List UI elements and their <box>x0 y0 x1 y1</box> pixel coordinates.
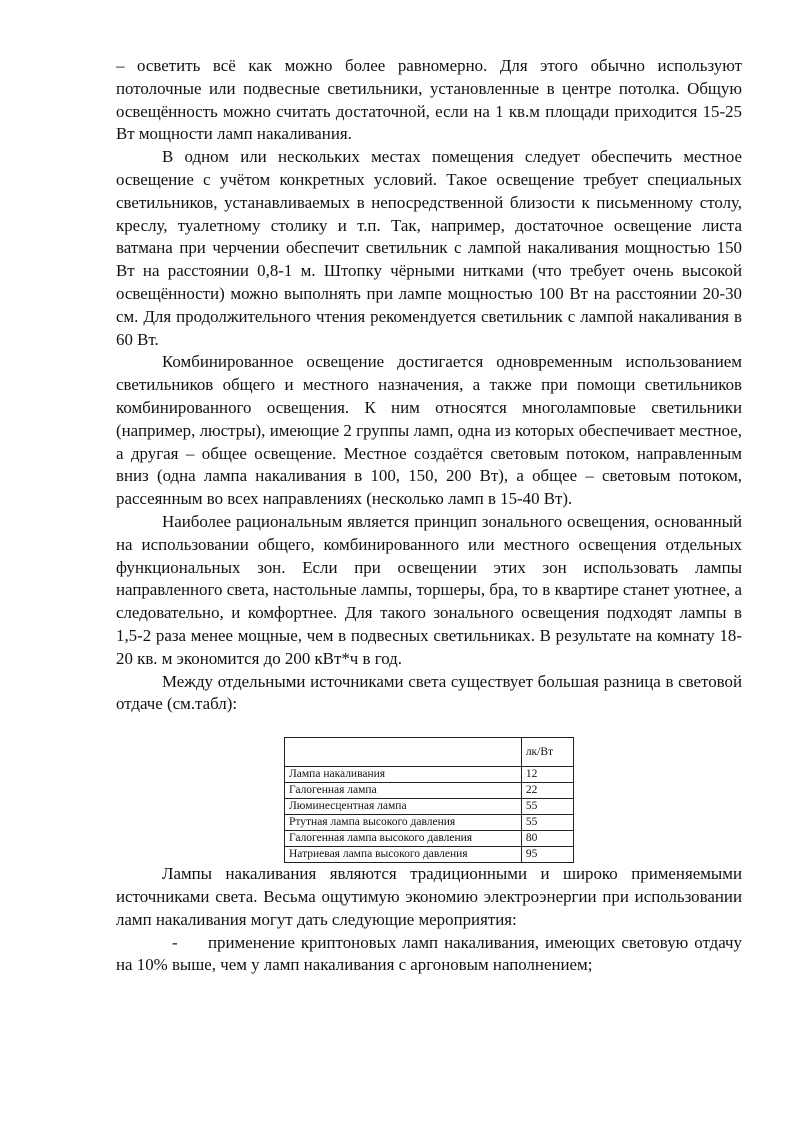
table-cell-value: 22 <box>521 783 573 799</box>
paragraph-4: Наиболее рациональным является принцип зонального освещения, основанный на использовании общего, комбинированного или местного освещения отдельных функциональных зон. Если при освещении этих зон использовать лампы направленного света, настольные лампы, торшеры, бра, то в квартире станет уютнее, а следовательно, и комфортнее. Для такого зонального освещения подходят лампы в 1,5-2 раза менее мощные, чем в подвесных светильниках. В результате на комнату 18-20 кв. м экономится до 200 кВт*ч в год. <box>116 511 742 668</box>
table-row <box>285 847 574 863</box>
paragraph-2: В одном или нескольких местах помещения следует обеспечить местное освещение с учётом конкретных условий. Такое освещение требует специальных светильников, устанавливаемых в непосредственной близости к письменному столу, креслу, туалетному столику и т.п. Так, например, достаточное освещение листа ватмана при черчении обеспечит светильник с лампой накаливания мощностью 150 Вт на расстоянии 0,8-1 м. Штопку чёрными нитками (что требует очень высокой освещённости) можно выполнять при лампе мощностью 100 Вт на расстоянии 20-30 см. Для продолжительного чтения рекомендуется светильник с лампой накаливания в 60 Вт. <box>116 147 742 349</box>
table-header-row <box>285 738 574 767</box>
paragraph-1: – осветить всё как можно более равномерно. Для этого обычно используют потолочные или подвесные светильники, установленные в центре потолка. Общую освещённость можно считать достаточной, если на 1 кв.м площади приходится 15-25 Вт мощности ламп накаливания. <box>116 56 742 144</box>
table-cell-lamp: Ртутная лампа высокого давления <box>285 815 522 831</box>
document-page <box>116 55 742 977</box>
table-cell-value: 55 <box>521 815 573 831</box>
table-row <box>285 815 574 831</box>
paragraph-6: Лампы накаливания являются традиционными и широко применяемыми источниками света. Весьма ощутимую экономию электроэнергии при использовании ламп накаливания могут дать следующие мероприятия: <box>116 864 742 929</box>
table-cell-value: 12 <box>521 767 573 783</box>
list-item-text: применение криптоновых ламп накаливания, имеющих световую отдачу на 10% выше, чем у ламп накаливания с аргоновым наполнением; <box>116 932 742 975</box>
table-cell-value: 80 <box>521 831 573 847</box>
table-cell-lamp: Люминесцентная лампа <box>285 799 522 815</box>
table-row <box>285 767 574 783</box>
table-row <box>285 799 574 815</box>
list-item <box>116 932 742 978</box>
luminous-efficacy-table <box>284 737 574 863</box>
paragraph-3: Комбинированное освещение достигается одновременным использованием светильников общего и местного назначения, а также при помощи светильников комбинированного освещения. К ним относятся многоламповые светильники (например, люстры), имеющие 2 группы ламп, одна из которых обеспечивает местное, а другая – общее освещение. Местное создаётся световым потоком, направленным вниз (одна лампа накаливания в 100, 150, 200 Вт), а общее – световым потоком, рассеянным во всех направлениях (несколько ламп в 15-40 Вт). <box>116 352 742 509</box>
table-row <box>285 831 574 847</box>
table-cell-lamp: Галогенная лампа высокого давления <box>285 831 522 847</box>
table-cell-lamp: Лампа накаливания <box>285 767 522 783</box>
table-cell-value: 55 <box>521 799 573 815</box>
table-header-cell <box>285 738 522 767</box>
table-header-unit: лк/Вт <box>521 738 573 767</box>
table-cell-lamp: Галогенная лампа <box>285 783 522 799</box>
paragraph-5: Между отдельными источниками света существует большая разница в световой отдаче (см.табл): <box>116 671 742 714</box>
list-marker: - <box>172 932 178 952</box>
table-cell-lamp: Натриевая лампа высокого давления <box>285 847 522 863</box>
table-cell-value: 95 <box>521 847 573 863</box>
table-row <box>285 783 574 799</box>
